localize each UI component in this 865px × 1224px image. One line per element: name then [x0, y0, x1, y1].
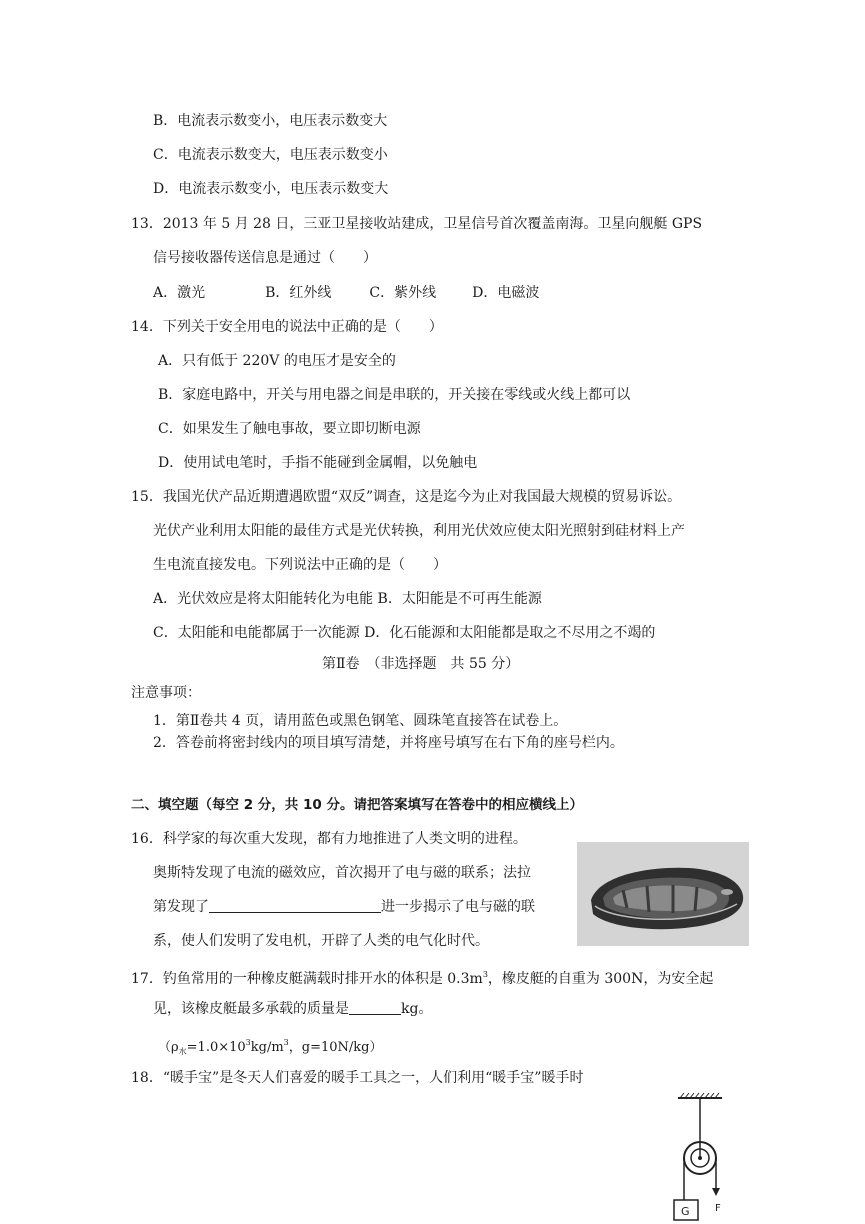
pulley-diagram [666, 1090, 740, 1224]
force-label: F [715, 1203, 721, 1214]
q17-text-before-blank: 见，该橡皮艇最多承载的质量是 [153, 1001, 349, 1017]
q16-text-before-blank: 第发现了 [153, 899, 209, 915]
q17-stem-line1 [131, 965, 713, 989]
q14-option-d: D．使用试电笔时，手指不能碰到金属帽，以免触电 [158, 455, 478, 471]
q17-constants [158, 1033, 382, 1062]
q17-text-part2: ，橡皮艇的自重为 300N，为安全起 [487, 971, 714, 987]
q16-text-after-blank: 进一步揭示了电与磁的联 [381, 899, 535, 915]
q13-option-d: D．电磁波 [472, 285, 540, 301]
q14-stem: 14．下列关于安全用电的说法中正确的是（ ） [131, 319, 443, 335]
q17-density-unit: kg/m [250, 1040, 284, 1055]
q14-option-c: C．如果发生了触电事故，要立即切断电源 [158, 421, 421, 437]
notice-title: 注意事项： [131, 685, 201, 701]
q15-stem-line3: 生电流直接发电。下列说法中正确的是（ ） [153, 557, 447, 573]
q12-option-d: D．电流表示数变小，电压表示数变大 [153, 181, 389, 197]
q17-rho: （ρ [158, 1040, 179, 1055]
q13-stem-line2: 信号接收器传送信息是通过（ ） [153, 250, 377, 266]
q16-answer-blank[interactable] [209, 898, 381, 913]
q17-text-part1: 17．钓鱼常用的一种橡皮艇满载时排开水的体积是 0.3m [131, 971, 483, 987]
part2-title: 第Ⅱ卷 （非选择题 共 55 分） [322, 656, 520, 672]
q16-stem-line1: 16．科学家的每次重大发现，都有力地推进了人类文明的进程。 [131, 831, 527, 847]
q17-rho-subscript: 水 [178, 1047, 187, 1056]
q17-stem-line2 [153, 999, 432, 1019]
q17-exponent: 3 [245, 1038, 251, 1047]
q16-stem-line4: 系，使人们发明了发电机，开辟了人类的电气化时代。 [153, 933, 489, 949]
q15-stem-line1: 15．我国光伏产品近期遭遇欧盟“双反”调查，这是迄今为止对我国最大规模的贸易诉讼。 [131, 489, 682, 505]
q17-answer-blank[interactable] [349, 1000, 401, 1015]
q16-stem-line3 [153, 897, 535, 917]
q17-density-value: =1.0×10 [186, 1040, 246, 1055]
q12-option-b: B．电流表示数变小，电压表示数变大 [153, 113, 388, 129]
q13-stem-line1: 13．2013 年 5 月 28 日，三亚卫星接收站建成，卫星信号首次覆盖南海。卫星向舰艇 GPS [131, 216, 703, 232]
q17-gravity: ，g=10N/kg） [288, 1040, 383, 1055]
rubber-boat-image [577, 842, 749, 946]
q18-stem-line1: 18．“暖手宝”是冬天人们喜爱的暖手工具之一，人们利用“暖手宝”暖手时 [131, 1070, 584, 1086]
notice-item-2: 2．答卷前将密封线内的项目填写清楚，并将座号填写在右下角的座号栏内。 [153, 735, 624, 751]
q15-options-cd: C．太阳能和电能都属于一次能源 D．化石能源和太阳能都是取之不尽用之不竭的 [153, 625, 656, 641]
section2-heading: 二、填空题（每空 2 分，共 10 分。请把答案填写在答卷中的相应横线上） [131, 797, 583, 813]
q14-option-b: B．家庭电路中，开关与用电器之间是串联的，开关接在零线或火线上都可以 [158, 387, 631, 403]
q12-option-c: C．电流表示数变大，电压表示数变小 [153, 147, 388, 163]
q14-option-a: A．只有低于 220V 的电压才是安全的 [158, 353, 396, 369]
q17-unit: kg。 [401, 1001, 433, 1017]
q13-option-a: A．激光 [153, 285, 206, 301]
q15-stem-line2: 光伏产业利用太阳能的最佳方式是光伏转换，利用光伏效应使太阳光照射到硅材料上产 [153, 523, 685, 539]
q13-option-c: C．紫外线 [369, 285, 437, 301]
weight-label: G [681, 1205, 690, 1218]
notice-item-1: 1．第Ⅱ卷共 4 页，请用蓝色或黑色钢笔、圆珠笔直接答在试卷上。 [153, 713, 568, 729]
q16-stem-line2: 奥斯特发现了电流的磁效应，首次揭开了电与磁的联系；法拉 [153, 865, 531, 881]
q13-option-b: B．红外线 [265, 285, 332, 301]
q13-options [153, 283, 539, 303]
q17-superscript: 3 [482, 970, 488, 979]
q15-options-ab: A．光伏效应是将太阳能转化为电能 B．太阳能是不可再生能源 [153, 591, 542, 607]
q17-unit-exponent: 3 [283, 1038, 289, 1047]
